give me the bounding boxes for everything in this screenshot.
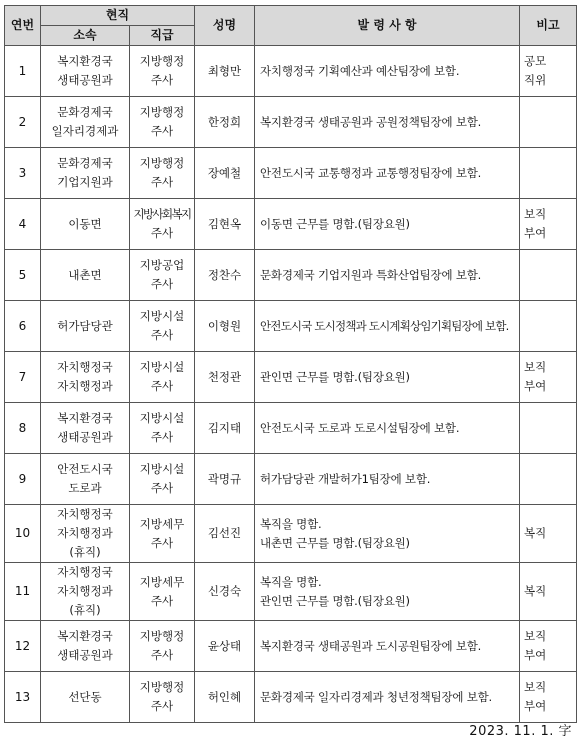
dept-cell	[41, 403, 130, 454]
dept-line: 복지환경국	[57, 411, 113, 425]
note-cell	[520, 301, 577, 352]
appointment-cell	[255, 352, 520, 403]
position-cell	[130, 46, 195, 97]
appointment-line: 안전도시국 도시정책과 도시계획상임기획팀장에 보함.	[260, 318, 509, 333]
position-line: 주사	[150, 277, 174, 291]
dept-cell	[41, 46, 130, 97]
dept-line: 내촌면	[68, 267, 102, 282]
position-line: 지방행정	[139, 680, 185, 694]
name-cell: 정찬수	[195, 250, 255, 301]
dept-line: 문화경제국	[57, 105, 113, 119]
dept-cell	[41, 563, 130, 621]
position-line: 주사	[150, 699, 174, 713]
appointment-line: 복직을 명함.	[260, 516, 322, 531]
personnel-appointment-table	[4, 5, 577, 723]
position-cell	[130, 403, 195, 454]
dept-line: 기업지원과	[57, 175, 113, 189]
order-cell: 1	[5, 46, 41, 97]
note-cell	[520, 148, 577, 199]
header-note: 비고	[520, 6, 577, 46]
position-line: 지방사회복지	[133, 207, 191, 221]
appointment-cell	[255, 301, 520, 352]
header-dept: 소속	[41, 26, 130, 46]
table-row	[5, 352, 577, 403]
appointment-cell	[255, 672, 520, 723]
name-cell: 윤상태	[195, 621, 255, 672]
table-row	[5, 97, 577, 148]
dept-cell	[41, 621, 130, 672]
position-line: 주사	[150, 328, 174, 342]
dept-line: 선단동	[68, 689, 102, 704]
dept-line: 복지환경국	[57, 629, 113, 643]
position-line: 지방행정	[139, 54, 185, 68]
appointment-line: 관인면 근무를 명함.(팀장요원)	[260, 593, 410, 608]
note-line: 보직	[524, 680, 547, 694]
position-line: 지방시설	[139, 411, 185, 425]
position-cell	[130, 301, 195, 352]
name-cell: 장예철	[195, 148, 255, 199]
position-line: 지방행정	[139, 156, 185, 170]
header-order: 연번	[5, 6, 41, 46]
appointment-cell	[255, 563, 520, 621]
name-cell: 곽명규	[195, 454, 255, 505]
position-line: 주사	[150, 430, 174, 444]
table-row	[5, 199, 577, 250]
appointment-line: 자치행정국 기획예산과 예산팀장에 보함.	[260, 63, 460, 78]
dept-line: 일자리경제과	[51, 124, 119, 138]
dept-cell	[41, 301, 130, 352]
position-line: 주사	[150, 175, 174, 189]
header-appointment: 발 령 사 항	[255, 6, 520, 46]
order-cell: 7	[5, 352, 41, 403]
position-cell	[130, 672, 195, 723]
note-line: 공모	[524, 54, 547, 68]
note-line: 보직	[524, 207, 547, 221]
dept-cell	[41, 97, 130, 148]
appointment-line: 안전도시국 도로과 도로시설팀장에 보함.	[260, 420, 460, 435]
position-line: 지방시설	[139, 462, 185, 476]
appointment-cell	[255, 97, 520, 148]
appointment-cell	[255, 199, 520, 250]
dept-line: 이동면	[68, 216, 102, 231]
note-cell	[520, 199, 577, 250]
position-line: 주사	[150, 226, 174, 240]
table-row	[5, 148, 577, 199]
appointment-line: 허가담당관 개발허가1팀장에 보함.	[260, 471, 431, 486]
dept-line: 자치행정과	[57, 526, 113, 540]
dept-line: 안전도시국	[57, 462, 113, 476]
order-cell: 3	[5, 148, 41, 199]
note-cell	[520, 621, 577, 672]
appointment-line: 복지환경국 생태공원과 도시공원팀장에 보함.	[260, 638, 482, 653]
position-line: 지방시설	[139, 360, 185, 374]
note-line: 보직	[524, 629, 547, 643]
note-cell	[520, 250, 577, 301]
appointment-line: 복직을 명함.	[260, 574, 322, 589]
position-line: 지방시설	[139, 309, 185, 323]
order-cell: 8	[5, 403, 41, 454]
position-line: 주사	[150, 124, 174, 138]
note-cell	[520, 46, 577, 97]
order-cell: 11	[5, 563, 41, 621]
appointment-line: 관인면 근무를 명함.(팀장요원)	[260, 369, 410, 384]
order-cell: 5	[5, 250, 41, 301]
appointment-line: 문화경제국 일자리경제과 청년정책팀장에 보함.	[260, 689, 492, 704]
order-cell: 6	[5, 301, 41, 352]
position-cell	[130, 621, 195, 672]
appointment-cell	[255, 454, 520, 505]
dept-line: (휴직)	[69, 603, 101, 617]
note-cell	[520, 454, 577, 505]
note-line: 부여	[524, 648, 547, 662]
name-cell: 최형만	[195, 46, 255, 97]
dept-line: 생태공원과	[57, 430, 113, 444]
dept-cell	[41, 352, 130, 403]
order-cell: 9	[5, 454, 41, 505]
order-cell: 10	[5, 505, 41, 563]
order-cell: 4	[5, 199, 41, 250]
appointment-cell	[255, 621, 520, 672]
header-current: 현직	[41, 6, 195, 26]
table-row	[5, 250, 577, 301]
position-cell	[130, 505, 195, 563]
position-line: 주사	[150, 535, 174, 550]
position-line: 지방세무	[139, 516, 185, 531]
note-line: 부여	[524, 226, 547, 240]
dept-cell	[41, 672, 130, 723]
position-cell	[130, 352, 195, 403]
name-cell: 허인혜	[195, 672, 255, 723]
table-row	[5, 46, 577, 97]
dept-cell	[41, 250, 130, 301]
position-line: 지방공업	[139, 258, 185, 272]
note-line: 직위	[524, 73, 547, 87]
appointment-cell	[255, 403, 520, 454]
table-row	[5, 672, 577, 723]
note-line: 복직	[524, 584, 547, 598]
position-cell	[130, 454, 195, 505]
dept-line: 자치행정국	[57, 565, 113, 579]
name-cell: 김선진	[195, 505, 255, 563]
note-line: 보직	[524, 360, 547, 374]
position-line: 주사	[150, 73, 174, 87]
dept-line: 자치행정국	[57, 360, 113, 374]
dept-line: 자치행정과	[57, 584, 113, 598]
dept-cell	[41, 454, 130, 505]
note-cell	[520, 352, 577, 403]
note-cell	[520, 672, 577, 723]
position-line: 주사	[150, 593, 174, 608]
document-date: 2023. 11. 1. 字	[469, 724, 572, 739]
table-row	[5, 454, 577, 505]
name-cell: 이형원	[195, 301, 255, 352]
name-cell: 김지태	[195, 403, 255, 454]
note-line: 부여	[524, 699, 547, 713]
note-cell	[520, 505, 577, 563]
position-line: 지방세무	[139, 574, 185, 589]
position-line: 지방행정	[139, 105, 185, 119]
position-line: 주사	[150, 481, 174, 495]
dept-line: 자치행정과	[57, 379, 113, 393]
name-cell: 천정관	[195, 352, 255, 403]
table-row	[5, 301, 577, 352]
position-line: 주사	[150, 648, 174, 662]
table-row	[5, 563, 577, 621]
position-cell	[130, 97, 195, 148]
position-cell	[130, 563, 195, 621]
header-position: 직급	[130, 26, 195, 46]
dept-cell	[41, 199, 130, 250]
position-cell	[130, 250, 195, 301]
position-line: 지방행정	[139, 629, 185, 643]
appointment-cell	[255, 148, 520, 199]
note-line: 복직	[524, 526, 547, 540]
order-cell: 13	[5, 672, 41, 723]
note-cell	[520, 97, 577, 148]
dept-cell	[41, 148, 130, 199]
note-cell	[520, 403, 577, 454]
dept-line: 생태공원과	[57, 648, 113, 662]
dept-line: 허가담당관	[57, 318, 113, 333]
order-cell: 12	[5, 621, 41, 672]
appointment-line: 내촌면 근무를 명함.(팀장요원)	[260, 535, 410, 550]
dept-line: 자치행정국	[57, 507, 113, 521]
name-cell: 김현옥	[195, 199, 255, 250]
name-cell: 신경숙	[195, 563, 255, 621]
table-row	[5, 403, 577, 454]
appointment-line: 안전도시국 교통행정과 교통행정팀장에 보함.	[260, 165, 482, 180]
dept-line: 복지환경국	[57, 54, 113, 68]
dept-line: 도로과	[68, 481, 102, 495]
note-cell	[520, 563, 577, 621]
position-cell	[130, 199, 195, 250]
dept-cell	[41, 505, 130, 563]
table-row	[5, 505, 577, 563]
appointment-line: 이동면 근무를 명함.(팀장요원)	[260, 216, 410, 231]
table-row	[5, 621, 577, 672]
dept-line: (휴직)	[69, 545, 101, 559]
appointment-cell	[255, 250, 520, 301]
note-line: 부여	[524, 379, 547, 393]
dept-line: 생태공원과	[57, 73, 113, 87]
position-cell	[130, 148, 195, 199]
dept-line: 문화경제국	[57, 156, 113, 170]
appointment-line: 복지환경국 생태공원과 공원정책팀장에 보함.	[260, 114, 482, 129]
appointment-cell	[255, 46, 520, 97]
appointment-line: 문화경제국 기업지원과 특화산업팀장에 보함.	[260, 267, 482, 282]
appointment-cell	[255, 505, 520, 563]
name-cell: 한정희	[195, 97, 255, 148]
order-cell: 2	[5, 97, 41, 148]
header-name: 성명	[195, 6, 255, 46]
position-line: 주사	[150, 379, 174, 393]
